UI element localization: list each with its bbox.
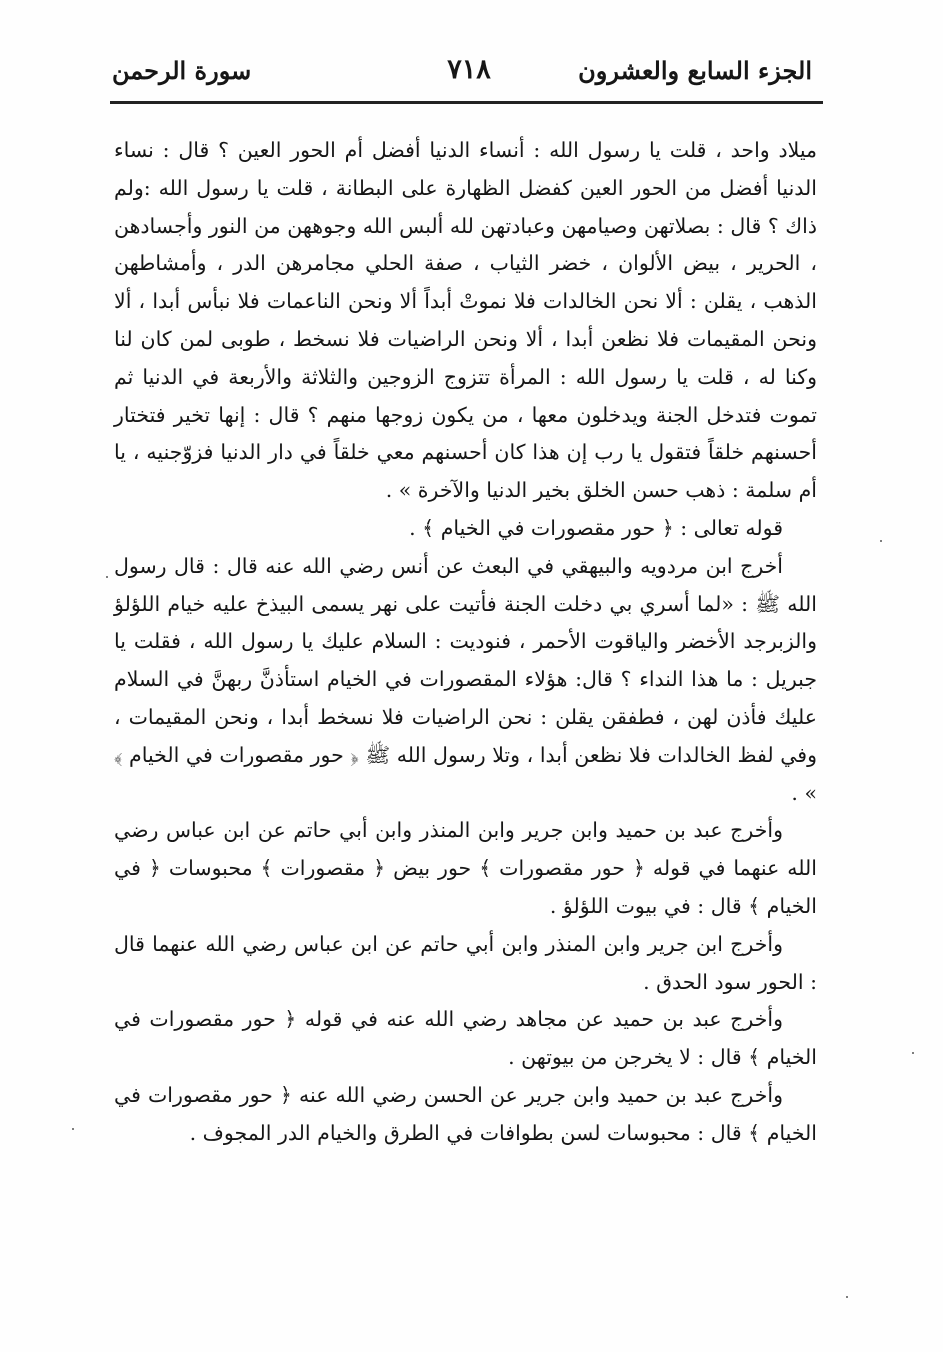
page-body [114,132,817,1153]
paragraph-hadith-continuation: ميلاد واحد ، قلت يا رسول الله : أنساء الدنيا أفضل أم الحور العين ؟ قال : نساء الدنيا أفضل من الحور العين كفضل الظهارة على البطانة ، قلت يا رسول الله :ولم ذاك ؟ قال : بصلاتهن وصيامهن وعبادتهن لله ألبس الله وجوههن من النور وأجسادهن ، الحرير ، بيض الألوان ، خضر الثياب ، صفة الحلي مجامرهن الدر ، وأمشاطهن الذهب ، يقلن : ألا نحن الخالدات فلا نموتْ أبداً ألا ونحن الناعمات فلا نبأس أبدا ، ألا ونحن المقيمات فلا نظعن أبدا ، ألا ونحن الراضيات فلا نسخط ، طوبى لمن كان لنا وكنا له ، قلت يا رسول الله : المرأة تتزوج الزوجين والثلاثة والأربعة في الدنيا ثم تموت فتدخل الجنة ويدخلون معها ، من يكون زوجها منهم ؟ قال : إنها تخير فتختار أحسنهم خلقاً فتقول يا رب إن هذا كان أحسنهم معي خلقاً في دار الدنيا فزوّجنيه ، يا أم سلمة : ذهب حسن الخلق بخير الدنيا والآخرة » . [114,138,817,503]
scan-speck [846,1296,848,1298]
paragraph-ibn-abbas-1: وأخرج عبد بن حميد وابن جرير وابن المنذر وابن أبي حاتم عن ابن عباس رضي الله عنهما في قوله ﴿ حور مقصورات ﴾ حور بيض ﴿ مقصورات ﴾ محبوسات ﴿ في الخيام ﴾ قال : في بيوت اللؤلؤ . [114,818,817,918]
paragraph-ibn-abbas-2: وأخرج ابن جرير وابن المنذر وابن أبي حاتم عن ابن عباس رضي الله عنهما قال : الحور سود الحدق . [114,931,817,994]
part-title: الجزء السابع والعشرون [578,56,812,85]
scan-speck [880,540,882,542]
page-number: ٧١٨ [447,54,491,85]
paragraph-verse-heading: قوله تعالى : ﴿ حور مقصورات في الخيام ﴾ . [409,515,783,540]
page-header [112,52,812,98]
header-rule [110,101,823,104]
scan-speck [72,1128,74,1130]
surah-title: سورة الرحمن [112,56,252,85]
paragraph-mujahid: وأخرج عبد بن حميد عن مجاهد رضي الله عنه في قوله ﴿ حور مقصورات في الخيام ﴾ قال : لا يخرجن من بيوتهن . [114,1007,817,1070]
scan-speck [106,576,108,578]
scan-speck [912,1052,914,1054]
paragraph-anas-narration: أخرج ابن مردويه والبيهقي في البعث عن أنس رضي الله عنه قال : قال رسول الله ﷺ : «لما أسري بي دخلت الجنة فأتيت على نهر يسمى البيذخ عليه خيام اللؤلؤ والزبرجد الأخضر والياقوت الأحمر ، فنوديت : السلام عليك يا رسول الله ، فقلت يا جبريل : ما هذا النداء ؟ قال: هؤلاء المقصورات في الخيام استأذنَّ ربهنَّ في السلام عليك فأذن لهن ، فطفقن يقلن : نحن الراضيات فلا نسخط أبدا ، ونحن المقيمات ، وفي لفظ الخالدات فلا نظعن أبدا ، وتلا رسول الله ﷺ ﴿ حور مقصورات في الخيام ﴾ » . [114,553,817,805]
paragraph-hasan: وأخرج عبد بن حميد وابن جرير عن الحسن رضي الله عنه ﴿ حور مقصورات في الخيام ﴾ قال : محبوسات لسن بطوافات في الطرق والخيام الدر المجوف . [114,1082,817,1145]
